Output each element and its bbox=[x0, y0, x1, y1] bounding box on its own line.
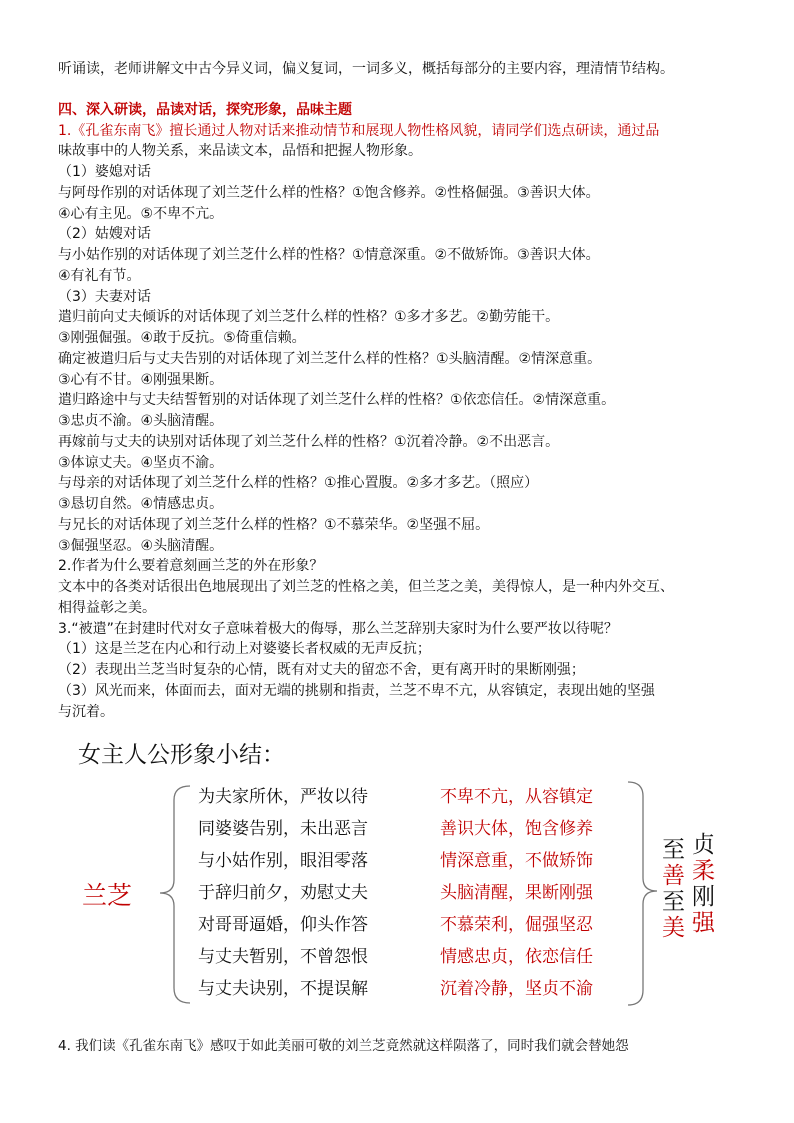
text-line: 与兄长的对话体现了刘兰芝什么样的性格？①不慕荣华。②坚强不屈。 bbox=[58, 517, 490, 533]
right-brace bbox=[628, 782, 657, 1005]
scene-7: 与丈夫诀别，不提误解 bbox=[198, 979, 368, 999]
text-line: 与母亲的对话体现了刘兰芝什么样的性格？①推心置腹。②多才多艺。（照应） bbox=[58, 475, 539, 491]
virtue-char: 善 bbox=[662, 863, 685, 889]
answer-2-line-2: 相得益彰之美。 bbox=[58, 600, 156, 616]
scene-6: 与丈夫暂别，不曾怨恨 bbox=[198, 947, 368, 967]
subheading-sister-in-law: （2）姑嫂对话 bbox=[58, 226, 151, 242]
text-line: 确定被遣归后与丈夫告别的对话体现了刘兰芝什么样的性格？①头脑清醒。②情深意重。 bbox=[58, 351, 602, 367]
trait-7: 沉着冷静，坚贞不渝 bbox=[440, 979, 593, 999]
text-line: ④有礼有节。 bbox=[58, 268, 141, 284]
scene-4: 于辞归前夕，劝慰丈夫 bbox=[198, 883, 368, 903]
text-line: 与阿母作别的对话体现了刘兰芝什么样的性格？①饱含修养。②性格倔强。③善识大体。 bbox=[58, 185, 600, 201]
subheading-mother-in-law: （1）婆媳对话 bbox=[58, 164, 151, 180]
summary-title: 女主人公形象小结： bbox=[78, 742, 285, 768]
question-1-line-2: 味故事中的人物关系，来品读文本，品悟和把握人物形象。 bbox=[58, 143, 422, 159]
protagonist-name: 兰芝 bbox=[82, 881, 133, 910]
section-heading: 四、深入研读，品读对话，探究形象，品味主题 bbox=[58, 102, 352, 118]
text-line: 遣归路途中与丈夫结誓暂别的对话体现了刘兰芝什么样的性格？①依恋信任。②情深意重。 bbox=[58, 392, 616, 408]
scene-1: 为夫家所休，严妆以待 bbox=[198, 787, 368, 807]
text-line: ③忠贞不渝。④头脑清醒。 bbox=[58, 413, 224, 429]
text-line: ③心有不甘。④刚强果断。 bbox=[58, 372, 224, 388]
answer-3-line-1: （1）这是兰芝在内心和行动上对婆婆长者权威的无声反抗； bbox=[58, 641, 431, 657]
trait-2: 善识大体，饱含修养 bbox=[440, 819, 593, 839]
answer-2-line-1: 文本中的各类对话很出色地展现出了刘兰芝的性格之美，但兰芝之美，美得惊人，是一种内外交互、 bbox=[58, 579, 674, 595]
question-3: 3.“被遣”在封建时代对女子意味着极大的侮辱，那么兰芝辞别夫家时为什么要严妆以待呢？ bbox=[58, 621, 618, 637]
text-line: ③恳切自然。④情感忠贞。 bbox=[58, 496, 224, 512]
text-line: ③倔强坚忍。④头脑清醒。 bbox=[58, 538, 224, 554]
trait-1: 不卑不亢，从容镇定 bbox=[440, 787, 593, 807]
question-4: 4. 我们读《孔雀东南飞》感叹于如此美丽可敬的刘兰芝竟然就这样陨落了，同时我们就会替她怨 bbox=[58, 1038, 629, 1054]
text-line: 遣归前向丈夫倾诉的对话体现了刘兰芝什么样的性格？①多才多艺。②勤劳能干。 bbox=[58, 309, 560, 325]
trait-6: 情感忠贞，依恋信任 bbox=[440, 947, 593, 967]
virtue-char: 柔 bbox=[692, 858, 715, 884]
virtue-char: 刚 bbox=[692, 884, 715, 910]
virtue-char: 至 bbox=[662, 889, 685, 915]
answer-3-line-4: 与沉着。 bbox=[58, 704, 114, 720]
intro-line: 听诵读，老师讲解文中古今异义词，偏义复词，一词多义，概括每部分的主要内容，理清情节结构。 bbox=[58, 61, 674, 77]
virtue-char: 贞 bbox=[692, 832, 715, 858]
text-line: ③体谅丈夫。④坚贞不渝。 bbox=[58, 455, 224, 471]
virtue-char: 美 bbox=[662, 915, 685, 941]
question-1-line-1: 1.《孔雀东南飞》擅长通过人物对话来推动情节和展现人物性格风貌，请同学们选点研读，通过品 bbox=[58, 123, 660, 139]
text-line: 再嫁前与丈夫的诀别对话体现了刘兰芝什么样的性格？①沉着冷静。②不出恶言。 bbox=[58, 434, 560, 450]
virtue-char: 强 bbox=[692, 910, 715, 936]
left-brace bbox=[160, 786, 190, 1003]
trait-5: 不慕荣利，倔强坚忍 bbox=[440, 915, 593, 935]
scene-5: 对哥哥逼婚，仰头作答 bbox=[198, 915, 368, 935]
answer-3-line-3: （3）风光而来，体面而去，面对无端的挑剔和指责，兰芝不卑不亢，从容镇定，表现出她的坚强 bbox=[58, 683, 655, 699]
trait-3: 情深意重，不做矫饰 bbox=[440, 851, 593, 871]
scene-3: 与小姑作别，眼泪零落 bbox=[198, 851, 368, 871]
trait-4: 头脑清醒，果断刚强 bbox=[440, 883, 593, 903]
virtue-char: 至 bbox=[662, 837, 685, 863]
answer-3-line-2: （2）表现出兰芝当时复杂的心情，既有对丈夫的留恋不舍，更有离开时的果断刚强； bbox=[58, 662, 585, 678]
text-line: ③刚强倔强。④敢于反抗。⑤倚重信赖。 bbox=[58, 330, 306, 346]
scene-2: 同婆婆告别，未出恶言 bbox=[198, 819, 368, 839]
subheading-husband: （3）夫妻对话 bbox=[58, 289, 151, 305]
text-line: ④心有主见。⑤不卑不亢。 bbox=[58, 206, 224, 222]
text-line: 与小姑作别的对话体现了刘兰芝什么样的性格？①情意深重。②不做矫饰。③善识大体。 bbox=[58, 247, 600, 263]
question-2: 2.作者为什么要着意刻画兰芝的外在形象？ bbox=[58, 558, 324, 574]
